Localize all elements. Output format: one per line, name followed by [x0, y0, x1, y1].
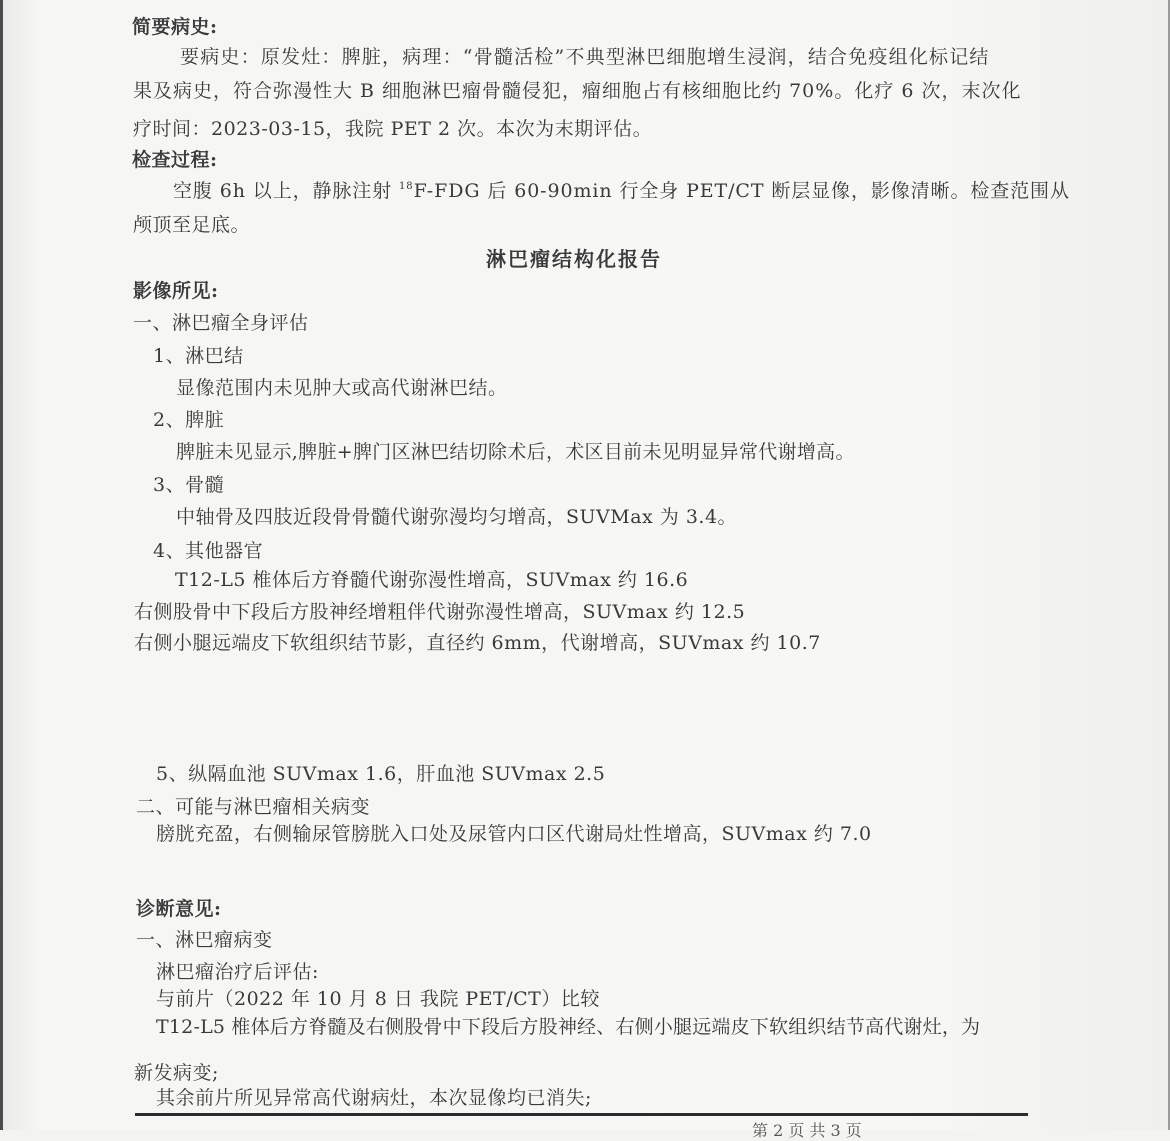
diagnosis-new-lesions-line-2: 新发病变;	[134, 1062, 219, 1084]
report-title: 淋巴瘤结构化报告	[486, 247, 662, 271]
isotope-mass-number: 18	[399, 181, 414, 192]
finding-other-line-2: 右侧股骨中下段后方股神经增粗伴代谢弥漫性增高，SUVmax 约 12.5	[134, 601, 746, 623]
finding-other-line-3: 右侧小腿远端皮下软组织结节影，直径约 6mm，代谢增高，SUVmax 约 10.7	[134, 632, 821, 654]
finding-text-bladder: 膀胱充盈，右侧输尿管膀胱入口处及尿管内口区代谢局灶性增高，SUVmax 约 7.0	[156, 823, 872, 845]
history-line-3: 疗时间：2023-03-15，我院 PET 2 次。本次为末期评估。	[133, 118, 653, 140]
finding-text-lymph-nodes: 显像范围内未见肿大或高代谢淋巴结。	[176, 377, 508, 399]
finding-other-line-1: T12-L5 椎体后方脊髓代谢弥漫性增高，SUVmax 约 16.6	[175, 569, 689, 591]
history-line-1: 要病史：原发灶：脾脏，病理：“骨髓活检”不典型淋巴细胞增生浸润，结合免疫组化标记结	[180, 46, 990, 68]
diagnosis-section-1: 一、淋巴瘤病变	[136, 929, 273, 951]
procedure-line-1-pre: 空腹 6h 以上，静脉注射	[173, 180, 400, 202]
history-heading: 简要病史:	[132, 16, 218, 38]
diagnosis-resolved-lesions: 其余前片所见异常高代谢病灶，本次显像均已消失;	[156, 1087, 592, 1109]
findings-heading: 影像所见:	[133, 280, 219, 302]
diagnosis-subheading: 淋巴瘤治疗后评估:	[156, 961, 319, 983]
procedure-line-1	[173, 176, 1070, 203]
diagnosis-new-lesions-line-1: T12-L5 椎体后方脊髓及右侧股骨中下段后方股神经、右侧小腿远端皮下软组织结节高代谢灶，为	[156, 1016, 981, 1038]
finding-item-spleen: 2、脾脏	[153, 409, 225, 431]
finding-item-other-organs: 4、其他器官	[153, 540, 264, 562]
diagnosis-heading: 诊断意见:	[136, 898, 222, 920]
procedure-heading: 检查过程:	[132, 149, 218, 171]
finding-item-lymph-nodes: 1、淋巴结	[153, 345, 244, 367]
procedure-line-1-post: F-FDG 后 60-90min 行全身 PET/CT 断层显像，影像清晰。检查范围从	[413, 180, 1070, 202]
finding-text-spleen: 脾脏未见显示,脾脏+脾门区淋巴结切除术后，术区目前未见明显异常代谢增高。	[176, 441, 855, 463]
page-left-edge	[0, 0, 3, 1130]
findings-section-2: 二、可能与淋巴瘤相关病变	[136, 796, 371, 818]
finding-item-blood-pool: 5、纵隔血池 SUVmax 1.6，肝血池 SUVmax 2.5	[156, 763, 606, 785]
footer-divider	[135, 1113, 1028, 1116]
page-number-fragment: 第 2 页 共 3 页	[752, 1121, 862, 1140]
history-line-2: 果及病史，符合弥漫性大 B 细胞淋巴瘤骨髓侵犯，瘤细胞占有核细胞比约 70%。化疗 6 次，末次化	[133, 80, 1022, 102]
findings-section-1: 一、淋巴瘤全身评估	[133, 312, 309, 334]
diagnosis-comparison: 与前片（2022 年 10 月 8 日 我院 PET/CT）比较	[156, 988, 600, 1010]
finding-text-bone-marrow: 中轴骨及四肢近段骨骨髓代谢弥漫均匀增高，SUVMax 为 3.4。	[176, 506, 738, 528]
finding-item-bone-marrow: 3、骨髓	[153, 474, 225, 496]
procedure-line-2: 颅顶至足底。	[133, 214, 251, 236]
